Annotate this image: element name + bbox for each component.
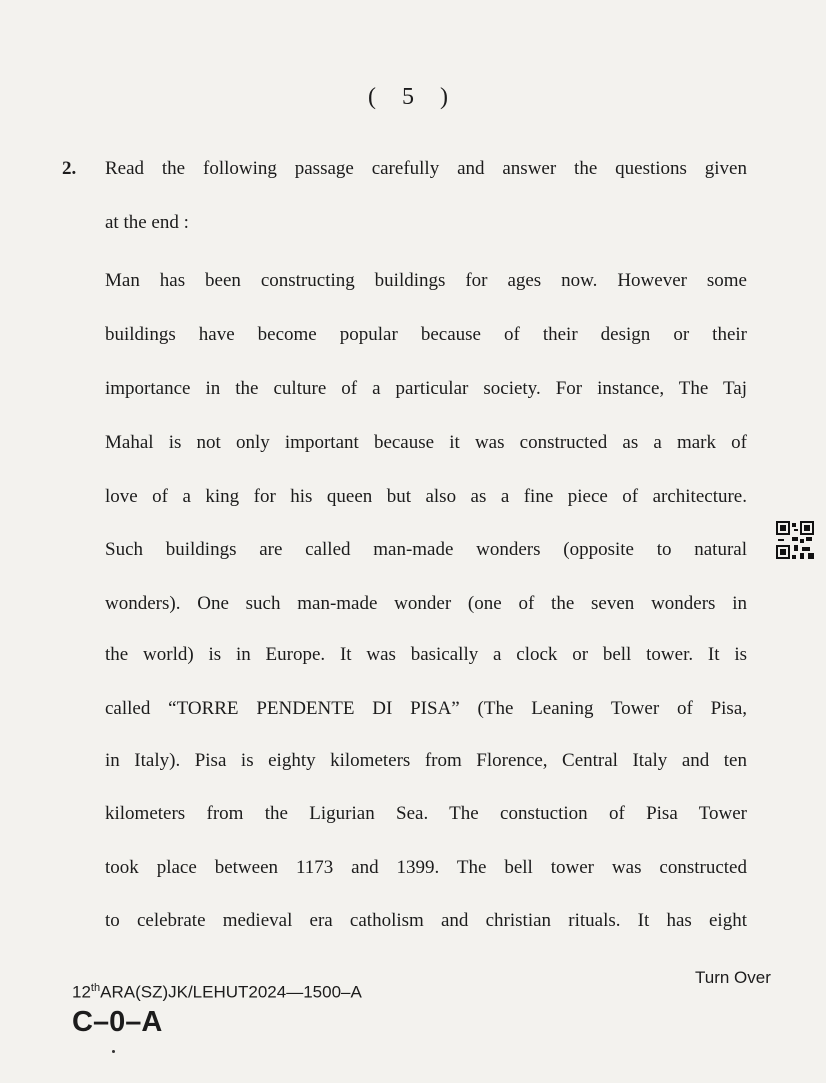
passage-line: Mahal is not only important because it was constructed as a mark of	[105, 432, 747, 453]
passage-line: the world) is in Europe. It was basically a clock or bell tower. It is	[105, 644, 747, 665]
passage-line: love of a king for his queen but also as a fine piece of architecture.	[105, 486, 747, 507]
passage-line: buildings have become popular because of their design or their	[105, 324, 747, 345]
passage-line: in Italy). Pisa is eighty kilometers from Florence, Central Italy and ten	[105, 750, 747, 771]
passage-line: called “TORRE PENDENTE DI PISA” (The Leaning Tower of Pisa,	[105, 698, 747, 719]
passage-line: to celebrate medieval era catholism and christian rituals. It has eight	[105, 910, 747, 931]
passage-line: Man has been constructing buildings for ages now. However some	[105, 270, 747, 291]
question-intro-line-1: Read the following passage carefully and answer the questions given	[105, 158, 747, 179]
paper-code-prefix: 12	[72, 982, 91, 1002]
ink-dot	[112, 1050, 115, 1053]
paper-code-sup: th	[90, 982, 101, 994]
series-code: C–0–A	[72, 1006, 163, 1038]
passage-line: took place between 1173 and 1399. The bell tower was constructed	[105, 857, 747, 878]
qr-code-icon	[776, 521, 814, 559]
paper-code-rest: ARA(SZ)JK/LEHUT2024—1500–A	[100, 982, 362, 1002]
question-number: 2.	[62, 158, 77, 179]
passage-line: importance in the culture of a particular society. For instance, The Taj	[105, 378, 747, 399]
paper-code	[72, 982, 362, 1003]
passage-line: Such buildings are called man-made wonders (opposite to natural	[105, 539, 747, 560]
page-number: ( 5 )	[368, 84, 458, 110]
passage-line: wonders). One such man-made wonder (one of the seven wonders in	[105, 593, 747, 614]
turn-over-label: Turn Over	[695, 968, 771, 987]
question-intro-line-2: at the end :	[105, 212, 189, 233]
passage-line: kilometers from the Ligurian Sea. The constuction of Pisa Tower	[105, 803, 747, 824]
